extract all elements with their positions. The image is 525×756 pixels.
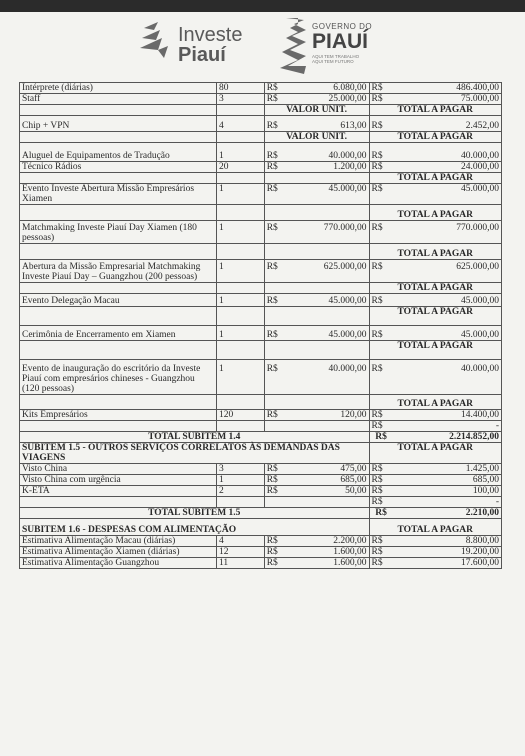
unit-currency: R$ [264, 536, 292, 547]
table-row [20, 497, 502, 508]
unit-currency: R$ [264, 475, 292, 486]
subtotal-label: TOTAL SUBITEM 1.5 [20, 508, 370, 519]
item-quantity: 1 [217, 184, 265, 205]
total-value: - [393, 421, 502, 432]
item-quantity: 11 [217, 558, 265, 569]
column-header-row [20, 307, 502, 326]
unit-value: 45.000,00 [292, 294, 369, 307]
unit-value: 625.000,00 [292, 260, 369, 283]
blank-cell [20, 105, 217, 116]
item-description: Visto China com urgência [20, 475, 217, 486]
governo-piaui-logo [276, 16, 396, 78]
item-description: K-ETA [20, 486, 217, 497]
blank-cell [20, 395, 217, 410]
logo-text-piaui: Piauí [178, 44, 226, 66]
blank-cell [20, 205, 217, 221]
total-header: TOTAL A PAGAR [369, 341, 501, 360]
item-description: Evento de inauguração do escritório da Investe Piauí com empresários chineses - Guangzhou (120 pessoas) [20, 360, 217, 395]
section-total-header: TOTAL A PAGAR [369, 443, 501, 464]
item-quantity: 1 [217, 260, 265, 283]
unit-currency: R$ [264, 143, 292, 162]
subtotal-label: TOTAL SUBITEM 1.4 [20, 432, 370, 443]
table-row [20, 536, 502, 547]
total-header: TOTAL A PAGAR [369, 105, 501, 116]
unit-value: 45.000,00 [292, 326, 369, 341]
unit-currency: R$ [264, 260, 292, 283]
item-quantity: 4 [217, 536, 265, 547]
unit-value: 1.200,00 [292, 162, 369, 173]
column-header-row [20, 105, 502, 116]
logo-text-governo-do: GOVERNO DO [312, 22, 373, 31]
subtotal-currency: R$ [369, 432, 393, 443]
total-currency: R$ [369, 162, 393, 173]
item-description: Evento Delegação Macau [20, 294, 217, 307]
column-header-row [20, 173, 502, 184]
item-description: Aluguel de Equipamentos de Tradução [20, 143, 217, 162]
item-quantity: 1 [217, 143, 265, 162]
unit-currency: R$ [264, 464, 292, 475]
unit-currency [264, 497, 292, 508]
total-header: TOTAL A PAGAR [369, 395, 501, 410]
item-description: Kits Empresários [20, 410, 217, 421]
total-currency: R$ [369, 221, 393, 244]
total-currency: R$ [369, 536, 393, 547]
unit-currency: R$ [264, 83, 292, 94]
unit-currency: R$ [264, 294, 292, 307]
table-row [20, 475, 502, 486]
item-quantity: 1 [217, 475, 265, 486]
logo-text-investe: Investe [178, 24, 243, 46]
subtotal-currency: R$ [369, 508, 393, 519]
blank-cell [217, 105, 265, 116]
investe-logo-icon [138, 20, 176, 60]
total-header: TOTAL A PAGAR [369, 244, 501, 260]
total-currency: R$ [369, 83, 393, 94]
total-header: TOTAL A PAGAR [369, 132, 501, 143]
total-value: 770.000,00 [393, 221, 502, 244]
total-currency: R$ [369, 464, 393, 475]
blank-cell [217, 283, 265, 294]
total-value: 685,00 [393, 475, 502, 486]
item-description: Chip + VPN [20, 116, 217, 132]
blank-cell [217, 244, 265, 260]
unit-value: 475,00 [292, 464, 369, 475]
header-logos [0, 12, 525, 82]
blank-cell [217, 132, 265, 143]
total-value: 486.400,00 [393, 83, 502, 94]
blank-cell [20, 307, 217, 326]
total-currency: R$ [369, 486, 393, 497]
item-quantity: 1 [217, 294, 265, 307]
total-value: 75.000,00 [393, 94, 502, 105]
table-row [20, 116, 502, 132]
unit-currency: R$ [264, 547, 292, 558]
item-quantity: 3 [217, 94, 265, 105]
unit-value-header [264, 395, 369, 410]
table-row [20, 326, 502, 341]
unit-value: 45.000,00 [292, 184, 369, 205]
section-header-row [20, 443, 502, 464]
total-currency: R$ [369, 143, 393, 162]
item-description: Técnico Rádios [20, 162, 217, 173]
unit-currency [264, 421, 292, 432]
total-currency: R$ [369, 116, 393, 132]
unit-value: 1.600,00 [292, 547, 369, 558]
item-description: Visto China [20, 464, 217, 475]
blank-cell [217, 173, 265, 184]
unit-currency: R$ [264, 410, 292, 421]
unit-value-header [264, 341, 369, 360]
item-description: Staff [20, 94, 217, 105]
item-quantity: 80 [217, 83, 265, 94]
total-value: 45.000,00 [393, 294, 502, 307]
total-value: 40.000,00 [393, 360, 502, 395]
item-description [20, 421, 217, 432]
total-currency: R$ [369, 260, 393, 283]
budget-table [19, 82, 502, 569]
table-row [20, 143, 502, 162]
item-quantity [217, 497, 265, 508]
subtotal-row [20, 432, 502, 443]
unit-value: 40.000,00 [292, 143, 369, 162]
unit-value: 685,00 [292, 475, 369, 486]
item-description: Evento Investe Abertura Missão Empresários Xiamen [20, 184, 217, 205]
total-value: 1.425,00 [393, 464, 502, 475]
top-bar [0, 0, 525, 12]
logo-text-piaui-gov: PIAUÍ [312, 30, 369, 53]
total-currency: R$ [369, 421, 393, 432]
table-row [20, 486, 502, 497]
unit-value: 25.000,00 [292, 94, 369, 105]
unit-value: 6.080,00 [292, 83, 369, 94]
subtotal-row [20, 508, 502, 519]
item-description: Estimativa Alimentação Xiamen (diárias) [20, 547, 217, 558]
item-description: Matchmaking Investe Piauí Day Xiamen (180 pessoas) [20, 221, 217, 244]
item-description: Cerimônia de Encerramento em Xiamen [20, 326, 217, 341]
blank-cell [20, 341, 217, 360]
column-header-row [20, 132, 502, 143]
unit-value-header [264, 283, 369, 294]
total-value: 17.600,00 [393, 558, 502, 569]
total-value: 100,00 [393, 486, 502, 497]
unit-currency: R$ [264, 558, 292, 569]
item-quantity: 120 [217, 410, 265, 421]
total-value: 19.200,00 [393, 547, 502, 558]
section-title: SUBITEM 1.5 - OUTROS SERVIÇOS CORRELATOS ÀS DEMANDAS DAS VIAGENS [20, 443, 370, 464]
total-currency: R$ [369, 558, 393, 569]
blank-cell [217, 395, 265, 410]
item-description: Abertura da Missão Empresarial Matchmaking Investe Piauí Day – Guangzhou (200 pessoas) [20, 260, 217, 283]
item-quantity: 1 [217, 221, 265, 244]
unit-value: 40.000,00 [292, 360, 369, 395]
table-row [20, 260, 502, 283]
column-header-row [20, 283, 502, 294]
logo-tagline: AQUI TEM TRABALHO AQUI TEM FUTURO [312, 54, 360, 64]
unit-value: 50,00 [292, 486, 369, 497]
total-currency: R$ [369, 475, 393, 486]
total-value: 40.000,00 [393, 143, 502, 162]
total-currency: R$ [369, 294, 393, 307]
unit-currency: R$ [264, 486, 292, 497]
subtotal-value: 2.210,00 [393, 508, 502, 519]
unit-currency: R$ [264, 162, 292, 173]
total-value: 24.000,00 [393, 162, 502, 173]
total-value: 45.000,00 [393, 184, 502, 205]
item-quantity: 2 [217, 486, 265, 497]
table-row [20, 360, 502, 395]
unit-value-header: VALOR UNIT. [264, 105, 369, 116]
unit-value [292, 497, 369, 508]
unit-value: 120,00 [292, 410, 369, 421]
item-quantity: 1 [217, 326, 265, 341]
total-currency: R$ [369, 326, 393, 341]
total-currency: R$ [369, 547, 393, 558]
blank-cell [20, 244, 217, 260]
unit-value-header [264, 173, 369, 184]
item-quantity [217, 421, 265, 432]
table-row [20, 558, 502, 569]
unit-value [292, 421, 369, 432]
document-page [0, 12, 525, 756]
column-header-row [20, 341, 502, 360]
section-title: SUBITEM 1.6 - DESPESAS COM ALIMENTAÇÃO [20, 519, 370, 536]
section-header-row [20, 519, 502, 536]
subtotal-value: 2.214.852,00 [393, 432, 502, 443]
item-description [20, 497, 217, 508]
blank-cell [217, 307, 265, 326]
total-value: 45.000,00 [393, 326, 502, 341]
item-quantity: 12 [217, 547, 265, 558]
blank-cell [20, 283, 217, 294]
column-header-row [20, 244, 502, 260]
total-header: TOTAL A PAGAR [369, 283, 501, 294]
table-row [20, 221, 502, 244]
total-currency: R$ [369, 497, 393, 508]
unit-currency: R$ [264, 326, 292, 341]
item-description: Estimativa Alimentação Guangzhou [20, 558, 217, 569]
item-description: Intérprete (diárias) [20, 83, 217, 94]
total-value: 625.000,00 [393, 260, 502, 283]
table-row [20, 410, 502, 421]
unit-value-header [264, 244, 369, 260]
table-row [20, 83, 502, 94]
item-quantity: 3 [217, 464, 265, 475]
item-quantity: 20 [217, 162, 265, 173]
column-header-row [20, 395, 502, 410]
unit-value-header [264, 205, 369, 221]
total-currency: R$ [369, 410, 393, 421]
table-row [20, 464, 502, 475]
column-header-row [20, 205, 502, 221]
table-row [20, 162, 502, 173]
unit-value: 613,00 [292, 116, 369, 132]
blank-cell [217, 341, 265, 360]
total-currency: R$ [369, 94, 393, 105]
total-value: 2.452,00 [393, 116, 502, 132]
unit-value-header: VALOR UNIT. [264, 132, 369, 143]
unit-currency: R$ [264, 221, 292, 244]
item-quantity: 4 [217, 116, 265, 132]
governo-logo-icon [276, 16, 310, 76]
blank-cell [20, 173, 217, 184]
unit-value: 770.000,00 [292, 221, 369, 244]
investe-piaui-logo [138, 20, 258, 70]
total-value: 14.400,00 [393, 410, 502, 421]
table-row [20, 184, 502, 205]
unit-value-header [264, 307, 369, 326]
unit-value: 1.600,00 [292, 558, 369, 569]
table-row [20, 421, 502, 432]
total-value: - [393, 497, 502, 508]
total-header: TOTAL A PAGAR [369, 205, 501, 221]
unit-currency: R$ [264, 184, 292, 205]
unit-currency: R$ [264, 360, 292, 395]
blank-cell [20, 132, 217, 143]
total-currency: R$ [369, 184, 393, 205]
total-header: TOTAL A PAGAR [369, 173, 501, 184]
total-header: TOTAL A PAGAR [369, 307, 501, 326]
table-row [20, 547, 502, 558]
section-total-header: TOTAL A PAGAR [369, 519, 501, 536]
unit-value: 2.200,00 [292, 536, 369, 547]
unit-currency: R$ [264, 116, 292, 132]
total-currency: R$ [369, 360, 393, 395]
item-quantity: 1 [217, 360, 265, 395]
table-row [20, 94, 502, 105]
blank-cell [217, 205, 265, 221]
unit-currency: R$ [264, 94, 292, 105]
item-description: Estimativa Alimentação Macau (diárias) [20, 536, 217, 547]
total-value: 8.800,00 [393, 536, 502, 547]
table-row [20, 294, 502, 307]
